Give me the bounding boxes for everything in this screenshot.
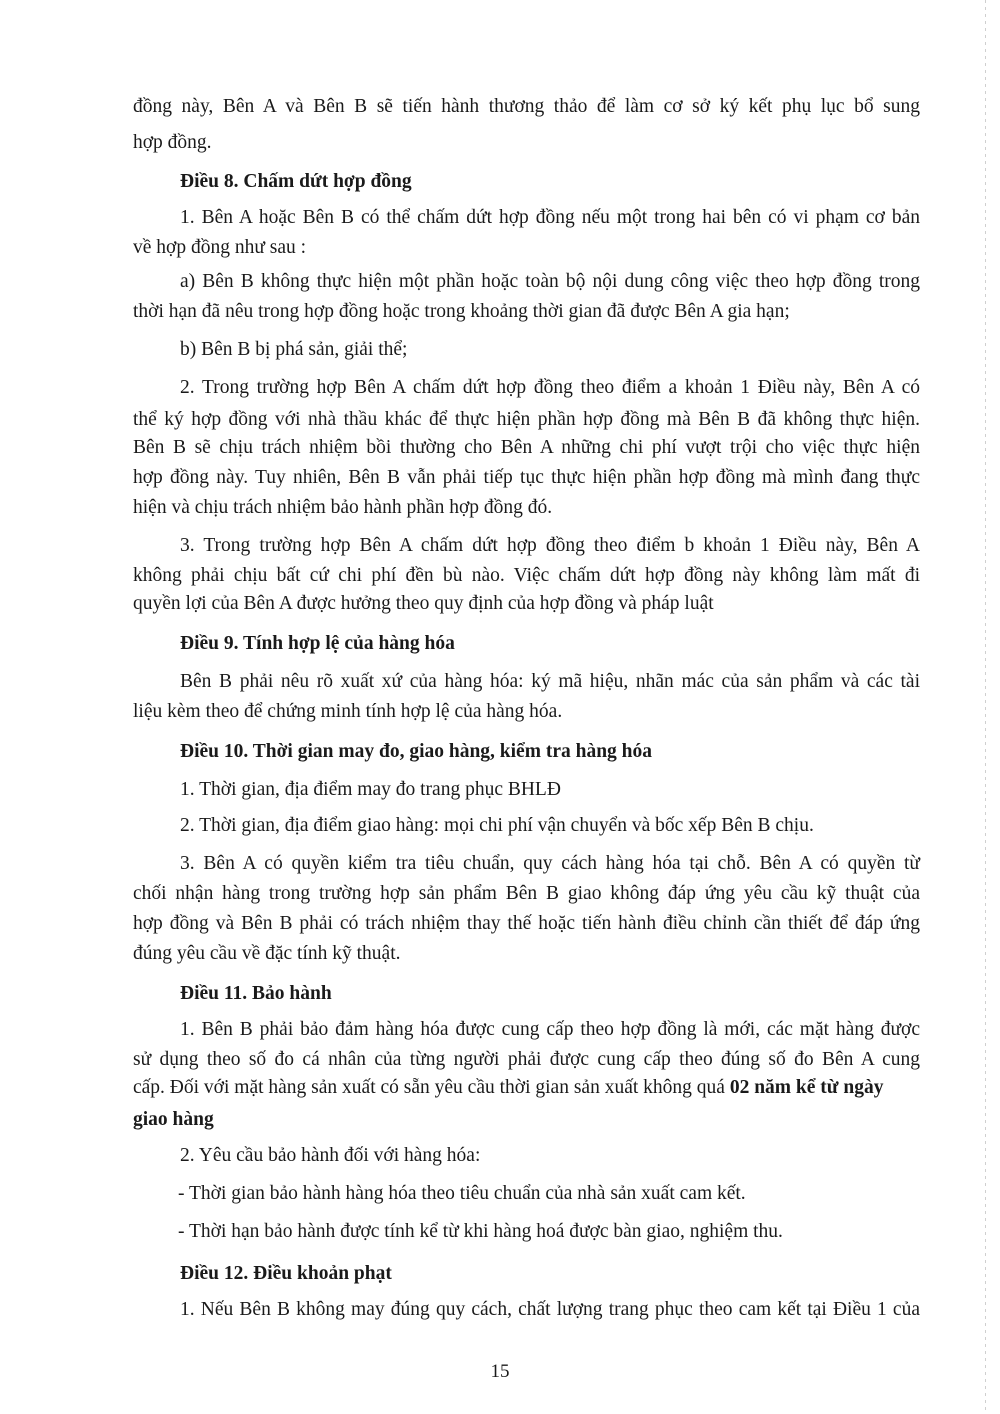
body-line: Bên B sẽ chịu trách nhiệm bồi thường cho Bên A những chi phí vượt trội cho việc thực hiện <box>133 437 920 458</box>
body-line: liệu kèm theo để chứng minh tính hợp lệ của hàng hóa. <box>133 701 563 722</box>
body-line: 1. Bên A hoặc Bên B có thể chấm dứt hợp đồng nếu một trong hai bên có vi phạm cơ bản <box>180 207 920 228</box>
body-line: thể ký hợp đồng với nhà thầu khác để thực hiện phần hợp đồng mà Bên B đã không thực hiện. <box>133 409 920 430</box>
emphasis-text: 02 năm kể từ ngày <box>729 1077 884 1098</box>
article-heading: Điều 8. Chấm dứt hợp đồng <box>180 171 412 192</box>
article-heading: Điều 12. Điều khoản phạt <box>180 1263 392 1284</box>
body-line: hợp đồng và Bên B phải có trách nhiệm thay thế hoặc tiến hành điều chỉnh cần thiết để đáp ứng <box>133 913 920 934</box>
body-text: cấp. Đối với mặt hàng sản xuất có sẵn yêu cầu thời gian sản xuất không quá <box>133 1077 730 1098</box>
page-number: 15 <box>490 1361 510 1382</box>
body-line: Bên B phải nêu rõ xuất xứ của hàng hóa: ký mã hiệu, nhãn mác của sản phẩm và các tài <box>180 671 920 692</box>
body-line: thời hạn đã nêu trong hợp đồng hoặc trong khoảng thời gian đã được Bên A gia hạn; <box>133 301 790 322</box>
body-line: 3. Trong trường hợp Bên A chấm dứt hợp đồng theo điểm b khoản 1 Điều này, Bên A <box>180 535 920 556</box>
body-line: về hợp đồng như sau : <box>133 237 307 258</box>
body-line: sử dụng theo số đo cá nhân của từng người phải được cung cấp theo đúng số đo Bên A cung <box>133 1049 920 1070</box>
body-line: 1. Thời gian, địa điểm may đo trang phục BHLĐ <box>180 779 561 800</box>
body-line: hiện và chịu trách nhiệm bảo hành phần hợp đồng đó. <box>133 497 553 518</box>
body-line: 3. Bên A có quyền kiểm tra tiêu chuẩn, quy cách hàng hóa tại chỗ. Bên A có quyền từ <box>180 853 920 874</box>
article-heading: Điều 10. Thời gian may đo, giao hàng, kiểm tra hàng hóa <box>180 741 653 762</box>
body-line: a) Bên B không thực hiện một phần hoặc toàn bộ nội dung công việc theo hợp đồng trong <box>180 271 920 292</box>
body-line: hợp đồng. <box>133 132 212 153</box>
list-item: - Thời gian bảo hành hàng hóa theo tiêu chuẩn của nhà sản xuất cam kết. <box>178 1183 746 1204</box>
body-line <box>133 1076 883 1100</box>
body-line: 2. Trong trường hợp Bên A chấm dứt hợp đồng theo điểm a khoản 1 Điều này, Bên A có <box>180 377 920 398</box>
list-item: - Thời hạn bảo hành được tính kể từ khi hàng hoá được bàn giao, nghiệm thu. <box>178 1221 783 1242</box>
body-line: không phải chịu bất cứ chi phí đền bù nào. Việc chấm dứt hợp đồng này không làm mất đi <box>133 565 920 586</box>
body-line: 2. Thời gian, địa điểm giao hàng: mọi chi phí vận chuyển và bốc xếp Bên B chịu. <box>180 815 814 836</box>
body-line: đúng yêu cầu về đặc tính kỹ thuật. <box>133 943 401 964</box>
body-line: 1. Bên B phải bảo đảm hàng hóa được cung cấp theo hợp đồng là mới, các mặt hàng được <box>180 1019 920 1040</box>
emphasis-line: giao hàng <box>133 1109 214 1130</box>
body-line: đồng này, Bên A và Bên B sẽ tiến hành thương thảo để làm cơ sở ký kết phụ lục bổ sung <box>133 96 920 117</box>
body-line: chối nhận hàng trong trường hợp sản phẩm Bên B giao không đáp ứng yêu cầu kỹ thuật của <box>133 883 920 904</box>
body-line: quyền lợi của Bên A được hưởng theo quy định của hợp đồng và pháp luật <box>133 593 714 614</box>
body-line: b) Bên B bị phá sản, giải thể; <box>180 339 408 360</box>
body-line: 1. Nếu Bên B không may đúng quy cách, chất lượng trang phục theo cam kết tại Điều 1 của <box>180 1299 920 1320</box>
body-line: 2. Yêu cầu bảo hành đối với hàng hóa: <box>180 1145 481 1166</box>
scan-edge-line <box>985 0 986 1414</box>
article-heading: Điều 9. Tính hợp lệ của hàng hóa <box>180 633 455 654</box>
article-heading: Điều 11. Bảo hành <box>180 983 332 1004</box>
body-line: hợp đồng này. Tuy nhiên, Bên B vẫn phải tiếp tục thực hiện phần hợp đồng mà mình đang thực <box>133 467 920 488</box>
